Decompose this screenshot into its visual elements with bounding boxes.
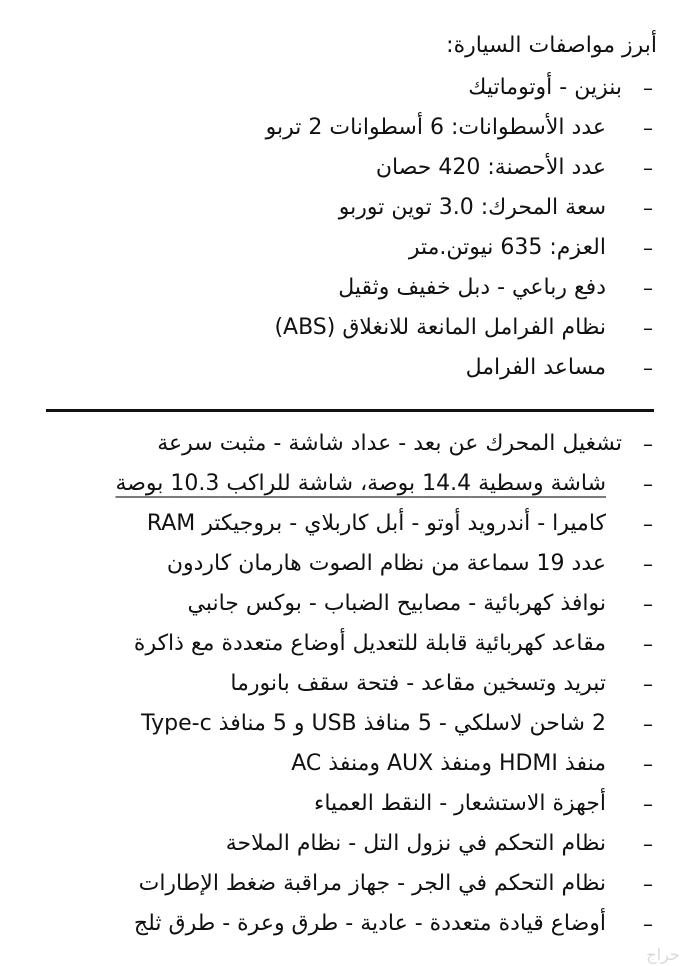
dash-icon: –	[643, 236, 653, 260]
dash-icon: –	[643, 116, 653, 140]
dash-icon: –	[643, 432, 653, 456]
list-item	[376, 148, 660, 188]
list-item	[157, 424, 660, 464]
list-item	[230, 664, 660, 704]
spec-media-ports: منفذ HDMI ومنفذ AUX ومنفذ AC	[291, 751, 606, 776]
list-item	[314, 784, 660, 824]
list-item	[141, 704, 660, 744]
dash-icon: –	[643, 632, 653, 656]
dash-icon: –	[643, 156, 653, 180]
spec-power-seats: مقاعد كهربائية قابلة للتعديل أوضاع متعددة مع ذاكرة	[133, 631, 606, 656]
list-item	[266, 108, 660, 148]
list-item	[468, 68, 660, 108]
dash-icon: –	[643, 752, 653, 776]
dash-icon: –	[643, 356, 653, 380]
dash-icon: –	[643, 276, 653, 300]
list-item	[338, 268, 660, 308]
list-item	[409, 228, 660, 268]
section-divider	[46, 409, 654, 412]
dash-icon: –	[643, 552, 653, 576]
dash-icon: –	[643, 512, 653, 536]
list-item	[139, 864, 660, 904]
dash-icon: –	[643, 316, 653, 340]
list-item	[226, 824, 660, 864]
spec-traction-control: نظام التحكم في الجر - جهاز مراقبة ضغط الإطارات	[138, 871, 606, 896]
spec-brake-assist: مساعد الفرامل	[465, 355, 606, 380]
spec-windows-fog: نوافذ كهربائية - مصابيح الضباب - بوكس جانبي	[187, 591, 606, 616]
watermark-text: حراج	[646, 945, 680, 964]
spec-remote-start: تشغيل المحرك عن بعد - عداد شاشة - مثبت سرعة	[157, 431, 622, 456]
watermark-logo-icon	[626, 942, 700, 966]
spec-horsepower: عدد الأحصنة: 420 حصان	[375, 155, 606, 180]
spec-drivetrain: دفع رباعي - دبل خفيف وثقيل	[338, 275, 606, 300]
spec-speakers: عدد 19 سماعة من نظام الصوت هارمان كاردون	[166, 551, 606, 576]
dash-icon: –	[643, 592, 653, 616]
spec-sensors: أجهزة الاستشعار - النقط العمياء	[313, 791, 606, 816]
spec-torque: العزم: 635 نيوتن.متر	[408, 235, 606, 260]
dash-icon: –	[643, 712, 653, 736]
list-item	[274, 308, 660, 348]
spec-seat-climate: تبريد وتسخين مقاعد - فتحة سقف بانورما	[230, 671, 606, 696]
dash-icon: –	[643, 672, 653, 696]
dash-icon: –	[643, 196, 653, 220]
list-item	[115, 464, 660, 504]
spec-drive-modes: أوضاع قيادة متعددة - عادية - طرق وعرة - طرق ثلج	[133, 911, 606, 936]
list-item	[466, 348, 660, 388]
specs-title: أبرز مواصفات السيارة:	[446, 33, 657, 58]
spec-hill-descent: نظام التحكم في نزول التل - نظام الملاحة	[225, 831, 606, 856]
dash-icon: –	[643, 792, 653, 816]
spec-cylinders: عدد الأسطوانات: 6 أسطوانات 2 تربو	[265, 115, 606, 140]
spec-fuel-transmission: بنزين - أوتوماتيك	[468, 75, 622, 100]
list-item	[187, 584, 660, 624]
spec-abs: نظام الفرامل المانعة للانغلاق (ABS)	[274, 315, 606, 340]
list-item	[147, 504, 660, 544]
dash-icon: –	[643, 76, 653, 100]
dash-icon: –	[643, 472, 653, 496]
spec-camera-carplay: كاميرا - أندرويد أوتو - أبل كاربلاي - بروجيكتر RAM	[146, 511, 606, 536]
dash-icon: –	[643, 912, 653, 936]
spec-screens: شاشة وسطية 14.4 بوصة، شاشة للراكب 10.3 بوصة	[115, 471, 606, 496]
list-item	[167, 544, 660, 584]
dash-icon: –	[643, 872, 653, 896]
spec-charging-ports: 2 شاحن لاسلكي - 5 منافذ USB و 5 منافذ Type-c	[141, 711, 606, 736]
list-item	[291, 744, 660, 784]
list-item	[339, 188, 660, 228]
dash-icon: –	[643, 832, 653, 856]
spec-engine-capacity: سعة المحرك: 3.0 توين توربو	[338, 195, 606, 220]
list-item	[134, 624, 660, 664]
list-item	[134, 904, 660, 944]
